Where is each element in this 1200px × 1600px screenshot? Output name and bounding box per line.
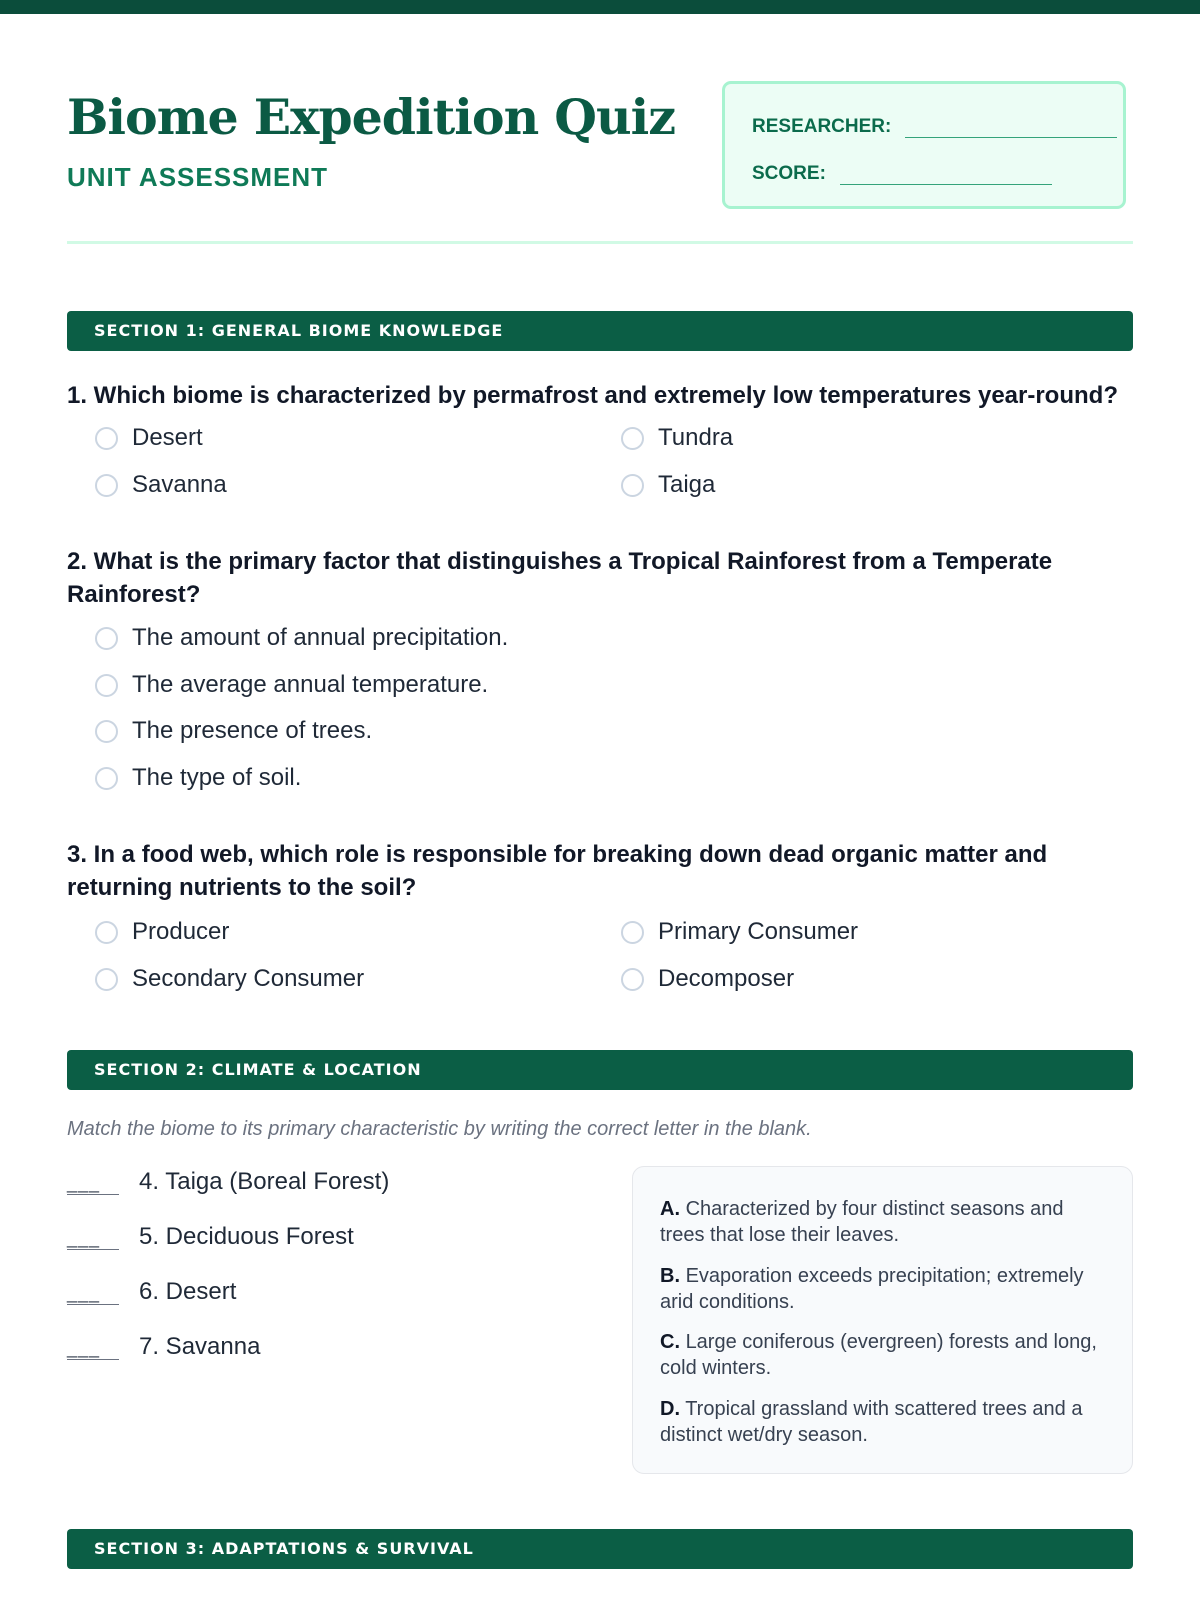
radio-icon[interactable] — [95, 427, 118, 450]
section-2-header: SECTION 2: CLIMATE & LOCATION — [67, 1050, 1133, 1090]
quiz-header — [67, 88, 1133, 242]
radio-icon[interactable] — [95, 627, 118, 650]
answer-d: D. Tropical grassland with scattered trees and a distinct wet/dry season. — [660, 1398, 1083, 1446]
researcher-row — [752, 116, 1117, 138]
answer-blank[interactable]: ___ — [67, 1228, 119, 1250]
page-subtitle: UNIT ASSESSMENT — [67, 162, 329, 192]
score-label: SCORE: — [752, 163, 826, 184]
score-row — [752, 163, 1052, 185]
question-1-text: 1. Which biome is characterized by permafrost and extremely low temperatures year-round? — [67, 382, 1118, 409]
radio-icon[interactable] — [95, 767, 118, 790]
answer-b: B. Evaporation exceeds precipitation; extremely arid conditions. — [660, 1265, 1084, 1313]
researcher-info-box — [722, 81, 1126, 209]
radio-icon[interactable] — [95, 674, 118, 697]
radio-icon[interactable] — [95, 921, 118, 944]
radio-icon[interactable] — [621, 427, 644, 450]
score-field[interactable] — [840, 183, 1052, 185]
q1-option-tundra[interactable]: Tundra — [621, 424, 733, 452]
q1-option-taiga[interactable]: Taiga — [621, 471, 715, 499]
radio-icon[interactable] — [95, 720, 118, 743]
q3-option-decomposer[interactable]: Decomposer — [621, 965, 794, 993]
q3-option-primary-consumer[interactable]: Primary Consumer — [621, 918, 858, 946]
match-item-savanna: ___ 7. Savanna — [67, 1333, 261, 1360]
radio-icon[interactable] — [621, 968, 644, 991]
answer-blank[interactable]: ___ — [67, 1338, 119, 1360]
answer-key-box — [632, 1166, 1133, 1474]
q2-option-precipitation[interactable]: The amount of annual precipitation. — [95, 624, 508, 652]
researcher-field[interactable] — [905, 136, 1117, 138]
q1-option-desert[interactable]: Desert — [95, 424, 203, 452]
researcher-label: RESEARCHER: — [752, 116, 892, 137]
answer-c: C. Large coniferous (evergreen) forests and long, cold winters. — [660, 1331, 1097, 1379]
match-item-taiga: ___ 4. Taiga (Boreal Forest) — [67, 1168, 390, 1195]
match-item-deciduous: ___ 5. Deciduous Forest — [67, 1223, 354, 1250]
header-divider — [67, 241, 1133, 244]
q1-option-savanna[interactable]: Savanna — [95, 471, 227, 499]
matching-instructions: Match the biome to its primary characteristic by writing the correct letter in the blank. — [67, 1118, 812, 1140]
answer-blank[interactable]: ___ — [67, 1173, 119, 1195]
page-title: Biome Expedition Quiz — [67, 88, 676, 146]
q2-option-soil[interactable]: The type of soil. — [95, 764, 301, 792]
section-3-header: SECTION 3: ADAPTATIONS & SURVIVAL — [67, 1529, 1133, 1569]
q3-option-producer[interactable]: Producer — [95, 918, 229, 946]
top-accent-bar — [0, 0, 1200, 14]
q2-option-trees[interactable]: The presence of trees. — [95, 717, 372, 745]
radio-icon[interactable] — [621, 921, 644, 944]
match-item-desert: ___ 6. Desert — [67, 1278, 237, 1305]
radio-icon[interactable] — [621, 474, 644, 497]
answer-a: A. Characterized by four distinct seasons and trees that lose their leaves. — [660, 1198, 1064, 1246]
section-1-header: SECTION 1: GENERAL BIOME KNOWLEDGE — [67, 311, 1133, 351]
question-3-text: 3. In a food web, which role is responsible for breaking down dead organic matter and returning nutrients to the soil? — [67, 841, 1048, 901]
q3-option-secondary-consumer[interactable]: Secondary Consumer — [95, 965, 364, 993]
question-2-text: 2. What is the primary factor that distinguishes a Tropical Rainforest from a Temperate Rainforest? — [67, 548, 1053, 608]
radio-icon[interactable] — [95, 968, 118, 991]
answer-blank[interactable]: ___ — [67, 1283, 119, 1305]
radio-icon[interactable] — [95, 474, 118, 497]
q2-option-temperature[interactable]: The average annual temperature. — [95, 671, 488, 699]
